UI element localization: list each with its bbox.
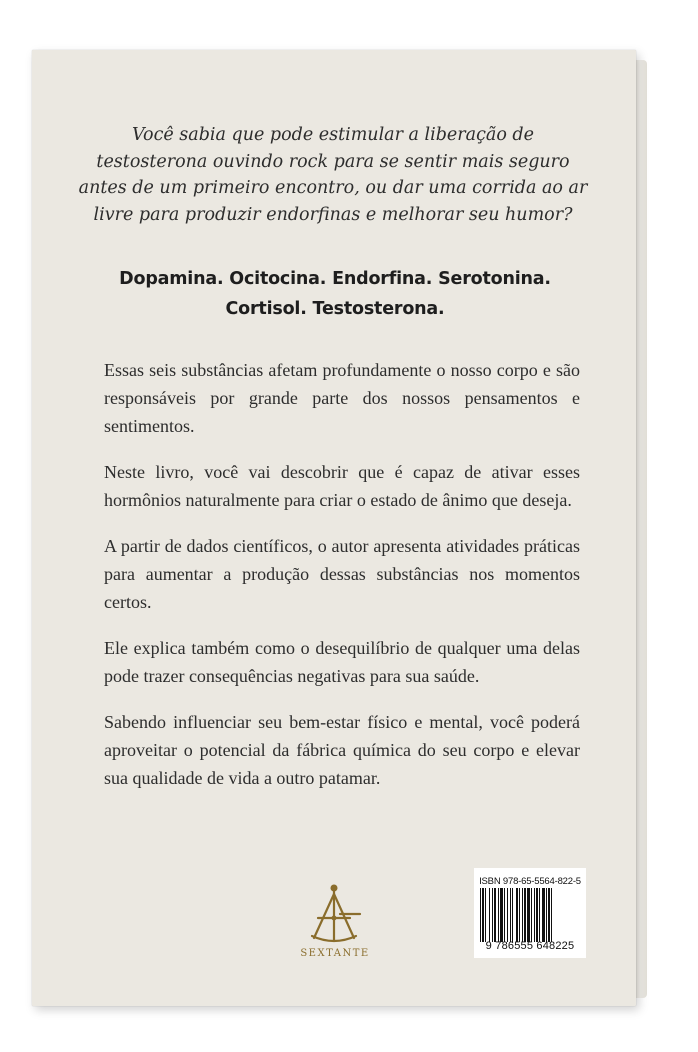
barcode-bar	[531, 888, 532, 942]
barcode-bar	[494, 888, 496, 942]
barcode-bar	[536, 888, 538, 942]
barcode-bar	[485, 888, 486, 942]
barcode-bar	[480, 888, 481, 942]
barcode-bar	[522, 888, 523, 942]
body-paragraph-4: Ele explica também como o desequilíbrio de qualquer uma delas pode trazer consequências negativas para sua saúde.	[104, 638, 580, 686]
barcode-bar	[527, 888, 530, 942]
barcode-label	[474, 868, 586, 958]
barcode-bar	[512, 888, 513, 942]
barcode-bar	[489, 888, 490, 942]
barcode-bar	[542, 888, 545, 942]
body-paragraph-5: Sabendo influenciar seu bem-estar físico e mental, você poderá aproveitar o potencial da fábrica química do seu corpo e elevar sua qualidade de vida a outro patamar.	[104, 712, 580, 788]
barcode-bar	[516, 888, 518, 942]
body-paragraph-1: Essas seis substâncias afetam profundamente o nosso corpo e são responsáveis por grande parte dos nossos pensamentos e sentimentos.	[104, 360, 580, 436]
barcode-bar	[510, 888, 511, 942]
barcode-bar	[519, 888, 520, 942]
isbn-text: ISBN 978-65-5564-822-5	[479, 876, 581, 887]
barcode-bar	[504, 888, 505, 942]
barcode	[480, 888, 580, 942]
body-paragraph-3: A partir de dados científicos, o autor apresenta atividades práticas para aumentar a produção dessas substâncias nos momentos certos.	[104, 536, 580, 612]
publisher-name: SEXTANTE	[300, 948, 370, 959]
hormones-list	[90, 264, 580, 324]
barcode-bar	[507, 888, 508, 942]
hormones-line-2: Cortisol. Testosterona.	[225, 299, 445, 319]
body-paragraph-2: Neste livro, você vai descobrir que é capaz de ativar esses hormônios naturalmente para criar o estado de ânimo que deseja.	[104, 462, 580, 510]
intro-question: Você sabia que pode estimular a liberação de testosterona ouvindo rock para se sentir mais seguro antes de um primeiro encontro, ou dar uma corrida ao ar livre para produzir endorfinas e melhorar seu humor?	[78, 125, 588, 225]
barcode-bar	[546, 888, 547, 942]
barcode-bar	[482, 888, 484, 942]
hormones-line-1: Dopamina. Ocitocina. Endorfina. Serotonina.	[119, 269, 551, 289]
barcode-bar	[492, 888, 493, 942]
barcode-bar	[548, 888, 550, 942]
barcode-bar	[534, 888, 535, 942]
barcode-bar	[524, 888, 526, 942]
barcode-number: 9 786555 648225	[485, 940, 575, 952]
barcode-bar	[539, 888, 540, 942]
barcode-bar	[498, 888, 499, 942]
barcode-bar	[500, 888, 503, 942]
barcode-bar	[551, 888, 552, 942]
